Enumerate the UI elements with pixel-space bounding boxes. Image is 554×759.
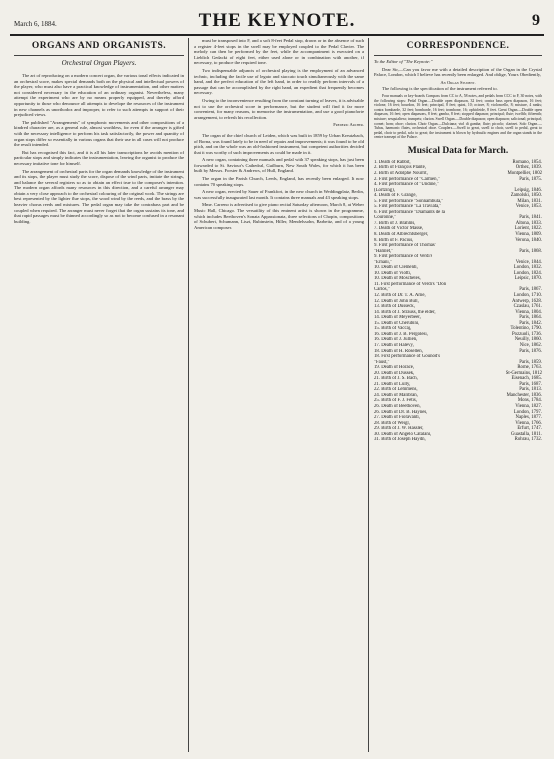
columns [10, 38, 544, 752]
event-place-year: St-Germains, 1812 [505, 370, 542, 376]
event-label: 22. Birth of Lemmens, [374, 387, 418, 393]
event-place-year: Milan, 1831. [517, 198, 542, 204]
event-place-year: Naples, 1877. [515, 415, 542, 421]
paragraph: must be transposed into F, and a soft 8-feet Pedal stop, drawn or in the absence of such a register 4-feet stops in the swell may be employed coupled to the Pedal Clavier. The melody can then be performed by the feet, while the accompaniment is executed on a Lieblich Gedackt of eight feet, either used alone or in combination with another, if necessary, to produce the required tone. [194, 38, 364, 66]
event-place-year: Mons, 1784. [517, 398, 542, 404]
event-place-year: Tolentino, 1790. [510, 326, 542, 332]
event-place-year: Guastalla, 1811. [510, 431, 542, 437]
issue-date: March 6, 1884. [14, 20, 57, 28]
column-rule [368, 38, 369, 752]
event-label: 29. Birth of J. W. Hässler, [374, 426, 424, 432]
event-place-year: Paris, 1842. [519, 320, 542, 326]
event-label: 28. Birth of Weigl, [374, 420, 410, 426]
event-place-year: Altona, 1833. [515, 220, 542, 226]
newspaper-page [10, 8, 544, 752]
event-label: 10. Death of Viotti, [374, 270, 412, 276]
event-label: 8. Death of Albrechtsberger, [374, 232, 429, 238]
organ-specification: Four manuals or key-boards Compass from CC to A, 58 notes, and pedals from CCC to F, 30 notes, with the following stops: Pedal Organ.—Double open diapason, 32 feet; contra bass open diapason, 16 feet; violone, 16 feet; bourdon, 16 feet; principal, 8 feet; quint, 10; octave, 8; violoncello, 8; mixture, 4 ranks; contra bombarde, 32 feet; bombarde, 16 feet; trombone, 16; ophicleide, 8 feet. Great Organ.—Double open diapason, 16 feet; open diapasons, 8 feet; gamba, 8 feet; stopped diapason; principal; flute; twelfth; fifteenth; mixture; sesquialtera; trumpets; clarion. Swell Organ.—Double diapason; open diapason; salicional; principal; cornet; horn; oboe; clarion. Choir Organ.—Dulciana; viol di gamba; flute; piccolo; clarinet. Solo Organ.—Tubas, harmonic flutes, orchestral oboe. Couplers.—Swell to great, swell to choir, swell to pedal, great to pedal, choir to pedal, solo to great; the instrument is blown by hydraulic engines and the organ stands in the centre transept of the Palace. [374, 93, 542, 140]
news-item: The organ of the chief church of Leiden, which was built in 1859 by Urban Kreutzbach, of Borna, was found lately to be in need of repairs and improvements; it was found to be old pitch, and on the whole was an old-fashioned instrument, but competent authorities decided that it was worthy of such improvements as could be made in it. [194, 132, 364, 155]
event-label: 26. Death of Dr. B. Haynes, [374, 409, 428, 415]
event-label: 6. First performance "Diamants de la [374, 209, 445, 215]
letter-body: Dear Sir,—Can you favor me with a detailed description of the Organ in the Crystal Palace, London, which I believe has recently been enlarged. And oblige, Yours Obediently, [374, 66, 542, 78]
event-place-year: Nice, 1862. [519, 342, 542, 348]
event-label: 15. Birth of Vaccaj, [374, 326, 412, 332]
event-label: 9. First performance of Thomas' [374, 243, 436, 249]
event-place-year: London, 1832. [513, 265, 542, 271]
event-place-year: Manchester, 1836. [506, 392, 542, 398]
event-place-year: Paris, 1813. [519, 387, 542, 393]
event-label: 12. Death of John Bull, [374, 298, 419, 304]
event-place-year: Czaslau, 1761. [513, 304, 542, 310]
event-label: 5. First performance "La Traviata," [374, 204, 442, 210]
event-label: 7. Death of Victor Massé, [374, 226, 424, 232]
event-label: 8. Birth of F. Pacius, [374, 237, 414, 243]
event-label: 12. Birth of Dr. T. A. Arne, [374, 293, 426, 299]
event-label: 2. Birth of Adolphe Nourrit, [374, 171, 428, 176]
event-place-year: Vienna, 1766. [515, 420, 542, 426]
event-place-year: Vienna, 1809. [515, 232, 542, 238]
event-place-year: Paris, 1687. [519, 381, 542, 387]
column-continued [194, 38, 364, 752]
event-label: Carlos," [374, 287, 390, 293]
event-label: "Faust," [374, 359, 390, 365]
event-label: 2. Birth of François Plantè, [374, 165, 426, 171]
event-place-year: London, 1797. [513, 409, 542, 415]
paragraph: The art of reproducing on a modern concert organ, the various tonal effects indicated in an orchestral score, makes special demands both on the physical and intellectual powers of the player, who must also have a practical knowledge of instrumentation, and other matters not considered necessary in the education of an ordinary organist. Nevertheless, many attempt the experiment who are by no means properly equipped, and thereby afford opportunity to those who denounce all attempts to develope the resources of the instrument in new channels as unorthodox and improper, to refer to such attempts in support of their prejudiced views. [14, 73, 184, 118]
news-item: A new organ, erected by Sauer of Frankfort, in the new church in Weddingplatz, Berlin, was successfully inaugurated last month. It contains three manuals and 43 speaking stops. [194, 189, 364, 200]
event-place-year: Vienna, 1804. [515, 309, 542, 315]
list-item [374, 437, 542, 443]
event-place-year: Paris, 1875. [519, 176, 542, 182]
event-place-year: Paris, 1859. [519, 359, 542, 365]
event-place-year: Paris, 1876. [519, 348, 542, 354]
author-signature: Frederic Archer. [333, 122, 364, 128]
event-label: 25. Birth of F. J. Fétis, [374, 398, 417, 404]
event-label: 26. Death of Beethoven, [374, 403, 421, 409]
news-item: A new organ, containing three manuals and pedal with 37 speaking stops, has just been forwarded to St. Saviour's Cathedral, Guilburn, New South Wales, for which it has been built by Messrs. Forster & Andrews, of Hull, England. [194, 157, 364, 174]
news-item: The organ in the Parish Church, Leeds, England, has recently been enlarged. It now contains 70 speaking stops. [194, 176, 364, 187]
event-label: 14. Birth of J. Strauss, the elder, [374, 309, 436, 315]
reply-intro: The following is the specification of the instrument referred to. [382, 86, 498, 92]
event-place-year: London, 1824. [513, 270, 542, 276]
event-label: 17. Death of Halévy, [374, 342, 414, 348]
event-label: 14. Death of Meyerbeer, [374, 315, 421, 321]
event-place-year: Paris, 1864. [519, 315, 542, 321]
list-heading: Musical Data for March. [407, 145, 509, 156]
event-label: (Lortzing), [374, 187, 395, 193]
event-label: 30. Death of Angelo Catalani, [374, 431, 432, 437]
event-place-year: Leipsig, 1846. [514, 187, 542, 193]
event-label: 16. Death of J. Jullien, [374, 337, 418, 343]
news-item: Mme. Carreno is advertised to give piano recital Saturday afternoon, March 8, at Weber Music Hall, Chicago. The versatility of this eminent artist is shown in the programme, which includes Beethoven's Sonata Appassionata, three selections of Chopin, compositions of Schubert, Schumann, Liszt, Rubinstein, Hiller, Mendelssohn, Barbeitz, and of a young American composer. [194, 202, 364, 230]
musical-data-list [374, 160, 542, 443]
event-label: 11. First performance of Verdi's "Don [374, 281, 447, 287]
event-label: 1. Death of Rabbit, [374, 159, 411, 165]
paragraph: Owing to the inconvenience resulting from the constant turning of leaves, it is advisable not to use the orchestral score in performance, but the student will find it far more convenient, for many reasons, to memorise the instrumentation, and use a good pianoforte arrangement, to refresh his recollection. [194, 97, 364, 120]
event-place-year: Vienna, 1827. [515, 403, 542, 409]
newspaper-title: THE KEYNOTE. [198, 10, 356, 31]
event-label: 19. Death of Horace, [374, 365, 415, 371]
event-place-year: Venice, 1853. [515, 204, 542, 210]
event-place-year: Verona, 1840. [515, 237, 542, 243]
event-label: 24. Death of Malibran, [374, 392, 418, 398]
event-label: "Hamlet," [374, 248, 394, 254]
letter-signature: An Organ Student. [440, 79, 476, 85]
event-label: 21. Death of Lully, [374, 381, 411, 387]
event-place-year: Pozzuoli, 1736. [512, 331, 542, 337]
event-place-year: Paris, 1841. [519, 215, 542, 221]
event-label: 27. Death of Fioravanti, [374, 415, 420, 421]
event-place-year: Orthez, 1839. [515, 165, 542, 171]
column-organs [14, 38, 184, 752]
event-place-year: Paris, 1867. [519, 287, 542, 293]
event-label: 15. Death of Cherubini, [374, 320, 420, 326]
event-place-year: Neuilly, 1860. [514, 337, 542, 343]
event-label: 4. First performance of "Undine," [374, 182, 439, 188]
event-place-year: Paris, 1868. [519, 248, 542, 254]
paragraph-continuation [14, 169, 184, 225]
section-heading: ORGANS AND ORGANISTS. [31, 41, 167, 51]
event-label: 10. Death of Clementi, [374, 265, 418, 271]
event-label: 18. Death of H. Rosellen, [374, 348, 423, 354]
masthead [10, 8, 544, 36]
page-number: 9 [532, 12, 540, 29]
column-correspondence [374, 38, 542, 752]
divider [374, 55, 542, 56]
event-label: 18. First performance of Gounod's [374, 354, 441, 360]
event-label: 9. First performance of Verdi's [374, 254, 433, 260]
event-place-year: Eisenach, 1685. [511, 376, 542, 382]
event-label: 7. Birth of J. Brahms, [374, 220, 416, 226]
event-label: 16. Death of J. B. Pergolesi, [374, 331, 428, 337]
paragraph: The published "Arrangements" of symphonic movements and other compositions of a kindred character are, as a general rule, almost worthless, for even if the arranger is gifted with the necessary intelligence to perform his task satisfactorily, the power and quantity of organ stops differ so essentially in various organs that their use in all cases will not produce the result intended. [14, 119, 184, 148]
event-label: 2. First performance of "Carmen," [374, 176, 440, 182]
event-label: 4. Death of F. Grangé, [374, 193, 417, 199]
event-label: 10. Death of Moscheles, [374, 276, 421, 282]
event-place-year: London, 1710. [513, 293, 542, 299]
event-label: Couronne," [374, 215, 397, 221]
event-place-year: Leipsic, 1870. [514, 276, 542, 282]
article-title: Orchestral Organ Players. [61, 59, 137, 67]
event-place-year: Zamolski, 1850. [510, 193, 542, 199]
event-place-year: Erfurt, 1747. [517, 426, 542, 432]
event-place-year: Montpellier, 1802 [507, 171, 542, 176]
event-label: 5. First performance "Sonnambula," [374, 198, 444, 204]
event-place-year: Lorient, 1822. [514, 226, 542, 232]
event-place-year: Romano, 1854. [512, 159, 542, 165]
section-heading: CORRESPONDENCE. [406, 41, 510, 51]
event-label: 20. Death of Dussek, [374, 370, 415, 376]
event-place-year: Venice, 1844. [515, 259, 542, 265]
editor-address: To the Editor of "The Keynote:" [374, 59, 433, 64]
divider [14, 55, 184, 56]
event-place-year: Antwerp, 1628. [512, 298, 542, 304]
column-rule [188, 38, 189, 752]
event-label: 31. Birth of Joseph Haydn, [374, 437, 426, 443]
event-place-year: Rome, 1763. [517, 365, 542, 371]
paragraph: Two indispensable adjuncts of orchestral playing is the employment of an advanced technic, including the facile use of legato and staccato touch simultaneously with the same hand, and the perfect education of the left hand, in order to readily perform intervals of a passage that can be accomplished by the right hand, an expedient that frequently becomes necessary. [194, 67, 364, 96]
event-label: 13. Birth of Dusseck, [374, 304, 415, 310]
event-place-year: Rohrau, 1732. [514, 437, 542, 443]
event-label: "Ernani," [374, 259, 392, 265]
paragraph: But has recognised this fact, and it is all his later transcriptions he avoids mention of particular stops and simply indicates the instrumentation, leaving the organist to produce the necessary imitative tone for himself. [14, 149, 184, 166]
event-label: 21. Birth of J. S. Bach, [374, 376, 418, 382]
